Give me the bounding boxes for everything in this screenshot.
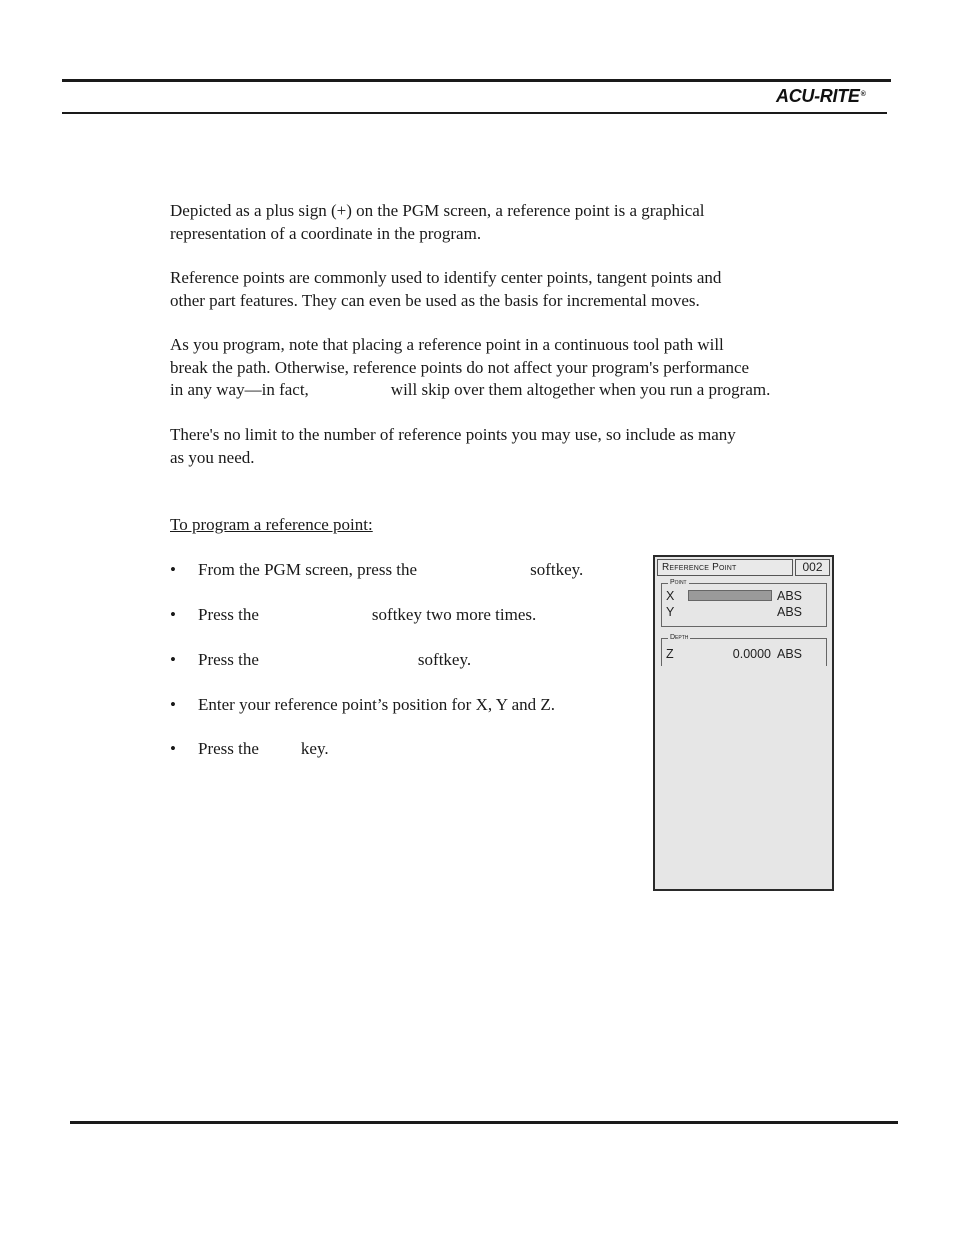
- bullet: •: [170, 605, 176, 624]
- bullet: •: [170, 695, 176, 714]
- bullet: •: [170, 739, 176, 758]
- procedure-step: • From the PGM screen, press the softkey.: [170, 560, 584, 579]
- depth-group: [661, 634, 827, 666]
- point-group: [661, 579, 827, 627]
- acu-rite-logo: ACU-RITE®: [776, 86, 866, 106]
- z-value[interactable]: 0.0000: [732, 647, 771, 661]
- z-row: Z: [666, 647, 674, 661]
- y-row: Y: [666, 605, 675, 619]
- paragraph-definition: Depicted as a plus sign (+) on the PGM screen, a reference point is a graphical representation of a coordinate in the program.: [170, 201, 705, 243]
- x-input-field[interactable]: [688, 590, 772, 601]
- y-mode: ABS: [777, 605, 803, 619]
- procedure-title: To program a reference point:: [170, 515, 373, 534]
- footer-rule: [70, 1121, 898, 1124]
- z-mode: ABS: [777, 647, 803, 661]
- x-mode: ABS: [777, 589, 803, 603]
- bullet: •: [170, 650, 176, 669]
- procedure-step: • Press the key.: [170, 739, 329, 758]
- x-row: X: [666, 589, 675, 603]
- procedure-step: • Press the softkey.: [170, 650, 472, 669]
- bullet: •: [170, 560, 176, 579]
- depth-group-label: Depth: [670, 634, 689, 641]
- point-group-label: Point: [670, 579, 687, 586]
- header-rule: [62, 79, 891, 82]
- procedure-step: • Press the softkey two more times.: [170, 605, 537, 624]
- procedure-step: • Enter your reference point’s position for X, Y and Z.: [170, 695, 556, 714]
- paragraph-tool-path-note: As you program, note that placing a reference point in a continuous tool path will break the path. Otherwise, reference points do not affect your program's performance in any way—in fact, will skip over them altogether when you run a program.: [170, 335, 771, 399]
- paragraph-limit: There's no limit to the number of reference points you may use, so include as many as you need.: [170, 425, 736, 467]
- header-underline: [62, 112, 887, 114]
- screen-title: Reference Point: [657, 559, 793, 576]
- reference-point-screen: [653, 555, 834, 891]
- block-number: 002: [795, 559, 830, 576]
- paragraph-usage: Reference points are commonly used to identify center points, tangent points and other part features. They can even be used as the basis for incremental moves.: [170, 268, 722, 310]
